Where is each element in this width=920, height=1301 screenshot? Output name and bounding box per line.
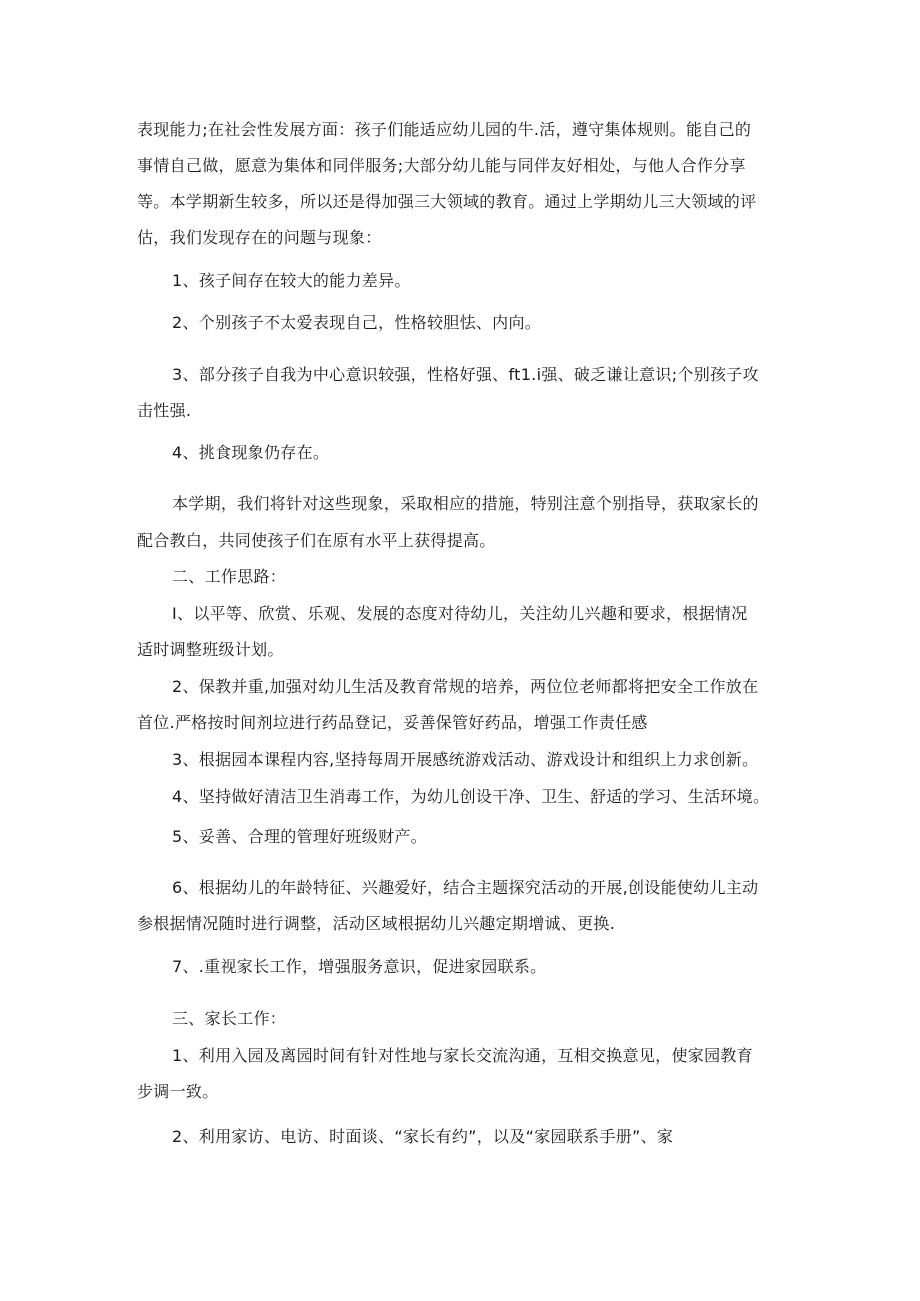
text-line-5: 1、孩子间存在较大的能力差异。 (172, 271, 411, 290)
text-line-15: 2、保教并重,加强对幼儿生活及教育常规的培养，两位位老师都将把安全工作放在 (172, 677, 759, 696)
text-line-18: 4、坚持做好清洁卫生消毒工作，为幼儿创设干净、卫生、舒适的学习、生活环境。 (172, 787, 770, 806)
text-line-21: 参根据情况随时进行调整，活动区域根据幼儿兴趣定期增诚、更换. (137, 914, 616, 933)
text-line-16: 首位.严格按时间剂垃进行药品登记，妥善保管好药品，增强工作责任感 (137, 713, 648, 732)
text-line-11: 配合教白，共同使孩子们在原有水平上获得提高。 (137, 531, 496, 550)
text-line-10: 本学期，我们将针对这些现象，采取相应的措施，特别注意个别指导，获取家长的 (172, 494, 759, 513)
text-line-26: 2、利用家访、电访、时面谈、“家长有约”，以及“家园联系手册”、家 (172, 1127, 674, 1146)
text-line-9: 4、挑食现象仍存在。 (172, 443, 330, 462)
text-line-23: 三、家长工作： (172, 1009, 287, 1028)
text-line-24: 1、利用入园及离园时间有针对性地与家长交流沟通，互相交换意见，使家园教育 (172, 1046, 753, 1065)
text-line-2: 事情自己做，愿意为集体和同伴服务;大部分幼儿能与同伴友好相处，与他人合作分享 (137, 156, 746, 175)
text-line-8: 击性强. (137, 401, 192, 420)
text-line-17: 3、根据园本课程内容,坚持每周开展感统游戏活动、游戏设计和组织上力求创新。 (172, 750, 759, 769)
text-line-14: 适时调整班级计划。 (137, 640, 284, 659)
text-line-1: 表现能力;在社会性发展方面：孩子们能适应幼儿园的牛.活，遵守集体规则。能自己的 (137, 120, 752, 139)
text-line-22: 7、.重视家长工作，增强服务意识，促进家园联系。 (172, 957, 547, 976)
text-line-7: 3、部分孩子自我为中心意识较强，性格好强、ft1.i强、破乏谦让意识;个别孩子攻 (172, 365, 759, 384)
text-line-13: I、以平等、欣赏、乐观、发展的态度对待幼儿，关注幼儿兴趣和要求，根据情况 (172, 604, 748, 623)
text-line-12: 二、工作思路： (172, 567, 287, 586)
text-line-6: 2、个别孩子不太爱表现自己，性格较胆怯、内向。 (172, 313, 542, 332)
text-line-19: 5、妥善、合理的管理好班级财产。 (172, 827, 427, 846)
text-line-3: 等。本学期新生较多，所以还是得加强三大领域的教育。通过上学期幼儿三大领域的评 (137, 192, 757, 211)
text-line-25: 步调一致。 (137, 1082, 219, 1101)
text-line-20: 6、根据幼儿的年龄特征、兴趣爱好，结合主题探究活动的开展,创设能使幼儿主动 (172, 878, 759, 897)
text-line-4: 估，我们发现存在的问题与现象： (137, 228, 382, 247)
